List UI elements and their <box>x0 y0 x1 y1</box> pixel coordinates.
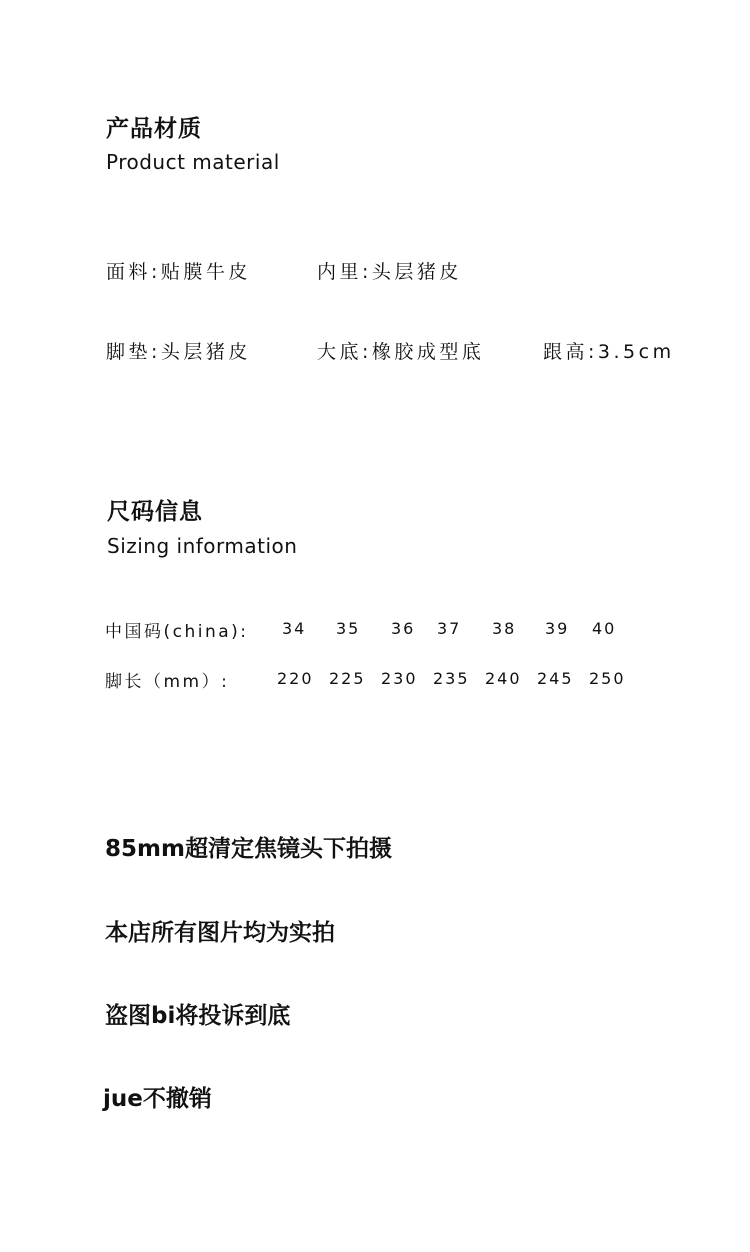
china-size-value: 34 <box>282 619 307 638</box>
note-theft-warning: 盗图bi将投诉到底 <box>105 1003 291 1029</box>
china-size-value: 36 <box>391 619 416 638</box>
china-size-value: 37 <box>437 619 462 638</box>
foot-length-value: 245 <box>537 669 574 688</box>
material-heel-height: 跟高:3.5cm <box>543 341 675 363</box>
sizing-title: 尺码信息 <box>107 499 203 525</box>
material-title: 产品材质 <box>106 116 202 142</box>
foot-length-value: 220 <box>277 669 314 688</box>
material-lining: 内里:头层猪皮 <box>317 261 462 283</box>
foot-length-value: 250 <box>589 669 626 688</box>
foot-length-value: 230 <box>381 669 418 688</box>
foot-length-value: 235 <box>433 669 470 688</box>
china-size-value: 38 <box>492 619 517 638</box>
note-no-withdraw: jue不撤销 <box>103 1086 212 1112</box>
china-size-value: 40 <box>592 619 617 638</box>
note-real-photos: 本店所有图片均为实拍 <box>105 920 335 946</box>
material-insole: 脚垫:头层猪皮 <box>106 341 251 363</box>
china-size-label: 中国码(china): <box>105 622 249 642</box>
material-fabric: 面料:贴膜牛皮 <box>106 261 251 283</box>
sizing-subtitle: Sizing information <box>107 534 298 558</box>
foot-length-value: 225 <box>329 669 366 688</box>
note-lens: 85mm超清定焦镜头下拍摄 <box>105 836 392 862</box>
china-size-value: 35 <box>336 619 361 638</box>
china-size-value: 39 <box>545 619 570 638</box>
material-subtitle: Product material <box>106 150 280 174</box>
foot-length-label: 脚长（mm）: <box>105 672 230 692</box>
material-outsole: 大底:橡胶成型底 <box>317 341 485 363</box>
foot-length-value: 240 <box>485 669 522 688</box>
